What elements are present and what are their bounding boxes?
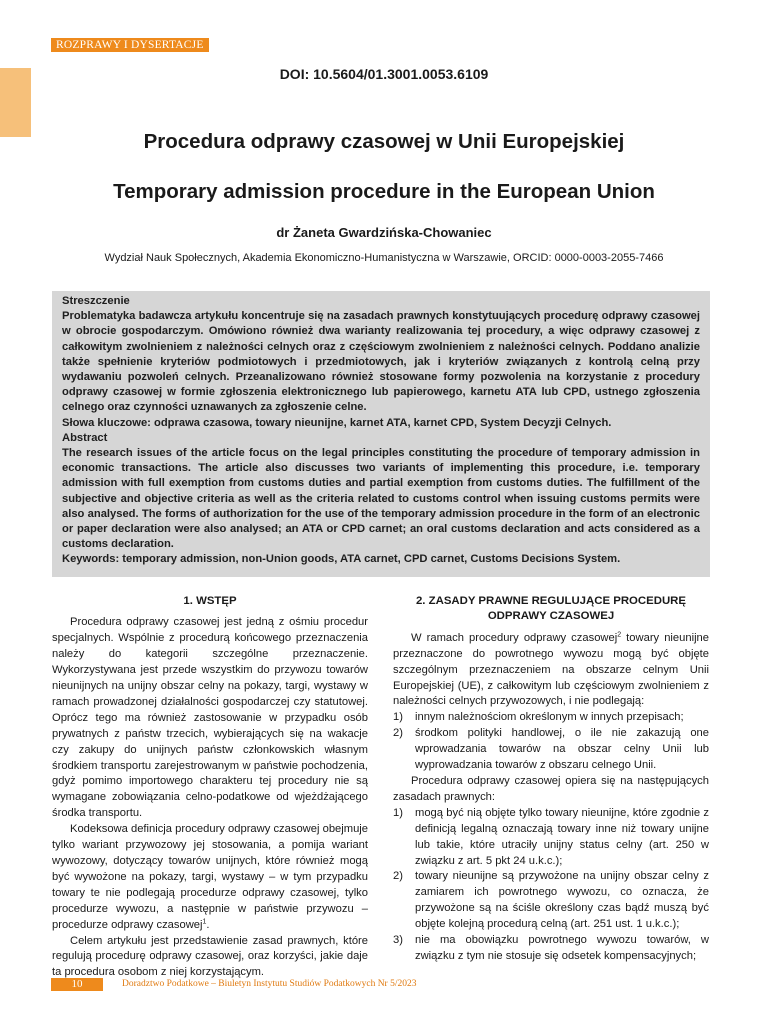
- paragraph-text: W ramach procedury odprawy czasowej: [411, 631, 618, 644]
- abstract-box: [52, 291, 710, 577]
- paragraph: Celem artykułu jest przedstawienie zasad prawnych, które regulują procedurę odprawy czasowej, oraz korzyści, jakie daje ta procedura osobom z niej korzystającym.: [52, 934, 368, 979]
- title-english: Temporary admission procedure in the European Union: [113, 180, 655, 203]
- list-item: [393, 726, 709, 774]
- list-number: 1): [393, 806, 403, 819]
- paragraph-text: Kodeksowa definicja procedury odprawy czasowej obejmuje tylko wariant przywozowy jej stosowania, a pomija wariant wywozowy, dotyczący towarów unijnych, które również mogą być wywożone na pokazy, targi, wystawy – w tym przypadku towary te nie podlegają procedurze odprawy czasowej, tylko procedurze wywozu, a następnie w państwie przywozu – procedurze odprawy czasowej: [52, 823, 368, 931]
- author-affiliation: Wydział Nauk Społecznych, Akademia Ekonomiczno-Humanistyczna w Warszawie, ORCID: 0000-0003-2055-7466: [104, 252, 664, 264]
- left-column: [52, 594, 368, 981]
- right-column: [393, 594, 709, 965]
- list-item-text: towary nieunijne są przywożone na unijny obszar celny z zamiarem ich powrotnego wywozu, co oznacza, że przywożone są na ściśle określony czas bądź muszą być objęte kolejną procedurą celną (art. 251 ust. 1 u.k.c.);: [415, 870, 709, 931]
- paragraph-text: towary nieunijne przeznaczone do powrotnego wywozu mogą być objęte szczególnym przeznaczeniem na obszarze celnym Unii Europejskiej (UE), z całkowitym lub częściowym zwolnieniem z należności celnych przywozowych, i nie podlegają:: [393, 631, 709, 708]
- abstract-heading: Abstract: [62, 431, 108, 444]
- list-item-text: innym należnościom określonym w innych przepisach;: [415, 711, 684, 724]
- paragraph: [52, 822, 368, 933]
- slowa-kluczowe: Słowa kluczowe: odprawa czasowa, towary nieunijne, karnet ATA, karnet CPD, System Decyzji Celnych.: [62, 416, 612, 429]
- footnote-ref[interactable]: 2: [617, 631, 622, 639]
- principles-list: [393, 806, 709, 965]
- author-name: dr Żaneta Gwardzińska-Chowaniec: [276, 225, 492, 240]
- title-polish: Procedura odprawy czasowej w Unii Europejskiej: [143, 130, 625, 153]
- list-item: [393, 933, 709, 965]
- paragraph-end: .: [206, 918, 210, 931]
- paragraph: [393, 631, 709, 711]
- section-heading-intro: 1. WSTĘP: [183, 595, 237, 607]
- list-item-text: mogą być nią objęte tylko towary nieunijne, które zgodnie z definicją legalną oznaczają towary inne niż towary unijne lub takie, które utraciły unijny status celny (art. 250 w związku z art. 5 pkt 24 u.k.c.);: [415, 806, 709, 867]
- list-item: [393, 710, 709, 726]
- abstract-text: The research issues of the article focus on the legal principles constituting the procedure of temporary admission in economic transactions. The article also discusses two variants of implementing this procedure, i.e. temporary admission with full exemption from customs duties and partial exemption from customs duties. The fulfillment of the subjective and objective criteria as well as the criteria related to customs control when issuing customs permits were also analysed. The forms of authorization for the use of the temporary admission procedure in the form of an electronic or paper declaration were also analysed; an ATA or CPD carnet; an oral customs declaration and acts considered as a customs declaration.: [62, 447, 700, 551]
- exemption-list: [393, 710, 709, 774]
- section-heading-legal-principles: 2. ZASADY PRAWNE REGULUJĄCE PROCEDURĘ ODPRAWY CZASOWEJ: [415, 595, 687, 623]
- footnote-ref[interactable]: 1: [202, 917, 207, 925]
- keywords: Keywords: temporary admission, non-Union goods, ATA carnet, CPD carnet, Customs Decisions System.: [62, 553, 621, 566]
- list-item: [393, 869, 709, 933]
- page-footer: [51, 978, 451, 991]
- streszczenie-heading: Streszczenie: [62, 295, 130, 307]
- list-number: 2): [393, 727, 403, 740]
- doi: DOI: 10.5604/01.3001.0053.6109: [279, 66, 489, 82]
- list-item: [393, 806, 709, 870]
- paragraph: Procedura odprawy czasowej opiera się na następujących zasadach prawnych:: [393, 774, 709, 803]
- section-label: ROZPRAWY I DYSERTACJE: [51, 38, 209, 52]
- paragraph: Procedura odprawy czasowej jest jedną z ośmiu procedur specjalnych. Wspólnie z procedurą końcowego przeznaczenia należy do kategorii szczególne przeznaczenie. Wykorzystywana jest przede wszystkim do przywozu towarów nieunijnych na unijny obszar celny na pokazy, targi, wystawy w ramach prowadzonej działalności gospodarczej czy statutowej. Oprócz tego ma również zastosowanie w przypadku osób prywatnych z państw trzecich, wybierających się na wakacje czy zakupy do unijnych państw członkowskich własnym środkiem transportu zarejestrowanym w państwie pochodzenia, gdyż pomimo importowego charakteru tej procedury nie są wymagane zobowiązania celno-podatkowe od wjeżdżającego środka transportu.: [52, 616, 368, 820]
- list-item-text: środkom polityki handlowej, o ile nie zakazują one wprowadzania towarów na obszar celny Unii lub wyprowadzania towarów z obszaru celnego Unii.: [415, 727, 709, 772]
- page-number: 10: [51, 978, 103, 991]
- list-number: 3): [393, 934, 403, 947]
- list-number: 2): [393, 870, 403, 883]
- streszczenie-text: Problematyka badawcza artykułu koncentruje się na zasadach prawnych konstytuujących procedurę odprawy czasowej w obrocie gospodarczym. Omówiono również dwa warianty realizowania tej procedury, a więc odprawy czasowej z całkowitym zwolnieniem z należności celnych oraz z częściowym zwolnieniem z należności celnych. Poddano analizie także spełnienie kryteriów podmiotowych i przedmiotowych, jak i kryteriów związanych z kontrolą celną przy wydawaniu pozwoleń celnych. Przeanalizowano również stosowane formy pozwolenia na korzystanie z procedury odprawy czasowej w formie zgłoszenia elektronicznego lub papierowego, karnetu ATA lub CPD, ustnego zgłoszenia celnego oraz czynności uznawanych za zgłoszenie celne.: [62, 310, 700, 414]
- list-number: 1): [393, 711, 403, 724]
- list-item-text: nie ma obowiązku powrotnego wywozu towarów, w związku z tym nie stosuje się odsetek kompensacyjnych;: [415, 934, 709, 962]
- journal-name: Doradztwo Podatkowe – Biuletyn Instytutu Studiów Podatkowych Nr 5/2023: [122, 979, 417, 989]
